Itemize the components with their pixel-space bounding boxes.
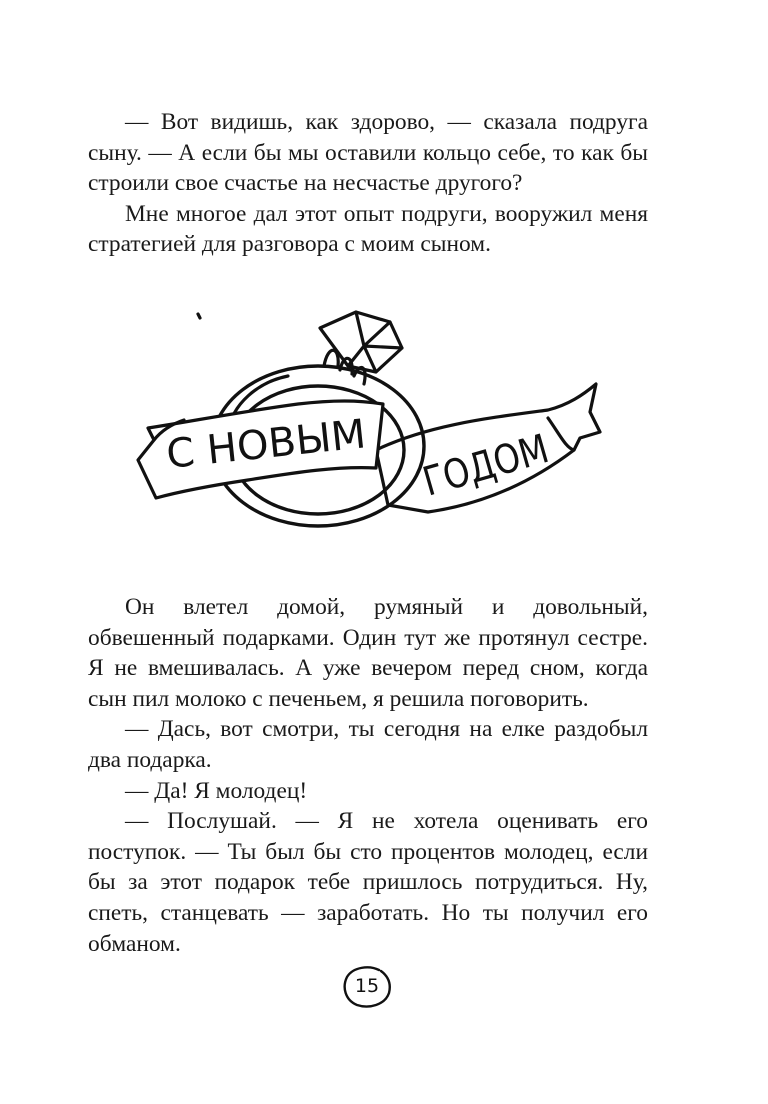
gem-icon [320,312,402,372]
paragraph: Он влетел домой, румяный и довольный, обвешенный подарками. Один тут же протянул сестре. Я не вмешивалась. А уже вечером перед сном, когда сын пил молоко с печеньем, я решила поговорить. [88,594,648,712]
text-block-bottom [88,592,648,959]
ring-banner-drawing [128,300,608,540]
page-number-badge [341,963,393,1009]
page-number: 15 [354,975,380,997]
text-block-top [88,107,648,260]
paragraph: — Да! Я молодец! [125,777,308,804]
banner-left-text: С НОВЫМ [164,411,368,478]
ring-banner-illustration [128,300,608,540]
banner-right-text: ГОДОМ [418,419,578,506]
ink-speck [198,314,200,318]
paragraph: — Послушай. — Я не хотела оценивать его поступок. — Ты был бы сто процентов молодец, если бы за этот подарок тебе пришлось потрудиться. Ну, спеть, станцевать — заработать. Но ты получил его обманом. [88,808,648,957]
paragraph: — Вот видишь, как здорово, — сказала подруга сыну. — А если бы мы оставили кольцо себе, то как бы строили свое счастье на несчастье другого? [88,109,648,197]
paragraph: — Дась, вот смотри, ты сегодня на елке раздобыл два подарка. [88,716,648,773]
paragraph: Мне многое дал этот опыт подруги, вооружил меня стратегией для разговора с моим сыном. [88,200,648,258]
